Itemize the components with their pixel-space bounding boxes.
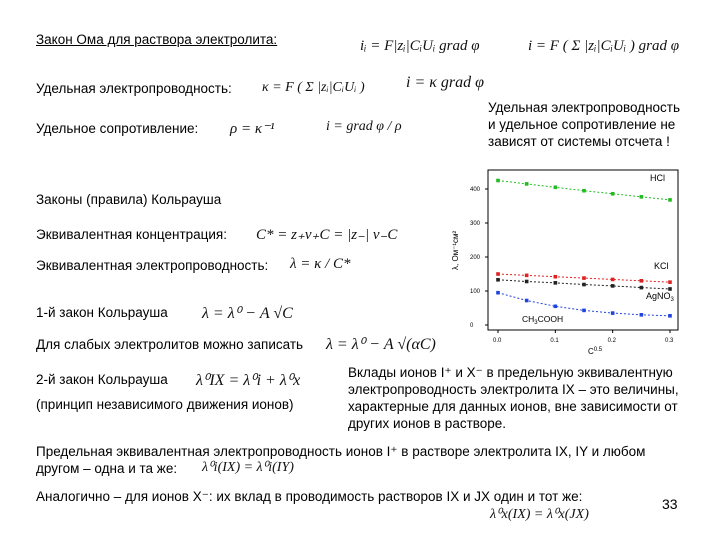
data-point-hcl <box>640 195 644 199</box>
ions-line-4: других ионов в растворе. <box>348 416 507 431</box>
label-law2-note: (принцип независимого движения ионов) <box>36 397 294 412</box>
slide-title: Закон Ома для раствора электролита: <box>36 32 278 47</box>
note-line-2: и удельное сопротивление не <box>488 117 676 132</box>
legend-kcl: KCl <box>654 261 669 271</box>
data-point-hcl <box>668 198 672 202</box>
kohlrausch-chart <box>440 160 690 360</box>
ions-line-2: электропроводность электролита IX – это величины, <box>348 382 679 397</box>
limit-line-1: Предельная эквивалентная электропроводность ионов I⁺ в растворе электролита IX, IY и любом <box>36 444 646 459</box>
label-weak-electrolytes: Для слабых электролитов можно записать <box>36 337 304 352</box>
label-law2: 2-й закон Кольрауша <box>36 372 168 387</box>
data-point-hcl <box>554 186 558 190</box>
limit-line-2: другом – одна и та же: <box>36 461 178 476</box>
data-point-ch3cooh <box>496 291 500 295</box>
note-line-3: зависят от системы отсчета ! <box>488 134 670 149</box>
formula-kappa: κ = F ( Σ |zᵢ|CᵢUᵢ ) <box>262 80 365 95</box>
data-point-hcl <box>582 189 586 193</box>
data-point-kcl <box>554 275 558 279</box>
anion-line: Аналогично – для ионов X⁻: их вклад в проводимость растворов IX и JX один и тот же: <box>36 489 583 504</box>
data-point-kcl <box>668 280 672 284</box>
data-point-ch3cooh <box>668 314 672 318</box>
data-point-kcl <box>525 274 529 278</box>
y-axis-label: λ, Ом⁻¹см² <box>451 230 460 270</box>
data-point-kcl <box>582 276 586 280</box>
legend-agno3: AgNO$_3$ <box>646 291 674 303</box>
formula-law2: λ⁰IX = λ⁰i + λ⁰x <box>196 372 301 389</box>
formula-cation-equality: λ⁰i(IX) = λ⁰i(IY) <box>202 460 294 475</box>
x-axis-label: $C^{0.5}$ <box>588 347 603 356</box>
data-point-ch3cooh <box>525 299 529 303</box>
formula-ohm-i: iᵢ = F|zᵢ|CᵢUᵢ grad φ <box>360 38 480 54</box>
label-law1: 1-й закон Кольрауша <box>36 305 168 320</box>
ions-line-1: Вклады ионов I⁺ и X⁻ в предельную эквивалентную <box>348 365 673 380</box>
data-point-agno3 <box>640 286 644 290</box>
ions-line-3: характерные для данных ионов, вне зависимости от <box>348 399 678 414</box>
formula-i-rho: i = grad φ / ρ <box>326 119 402 134</box>
data-point-agno3 <box>496 278 500 282</box>
data-point-kcl <box>640 279 644 283</box>
data-point-hcl <box>496 179 500 183</box>
label-kohlrausch-laws: Законы (правила) Кольрауша <box>36 192 222 207</box>
label-specific-resistance: Удельное сопротивление: <box>36 121 199 136</box>
series-line-ch3cooh <box>498 293 670 316</box>
plot-frame <box>488 170 678 330</box>
x-tick-label: 0.0 <box>493 338 502 344</box>
formula-lambda: λ = κ / C* <box>290 256 351 272</box>
data-point-hcl <box>611 192 615 196</box>
y-tick-label: 400 <box>470 187 481 193</box>
data-point-ch3cooh <box>554 305 558 309</box>
page-number: 33 <box>662 496 678 512</box>
formula-anion-equality: λ⁰x(IX) = λ⁰x(JX) <box>490 507 589 522</box>
formula-ohm-total: i = F ( Σ |zᵢ|CᵢUᵢ ) grad φ <box>528 38 680 54</box>
data-point-agno3 <box>554 281 558 285</box>
data-point-kcl <box>496 272 500 276</box>
note-line-1: Удельная электропроводность <box>488 100 680 115</box>
data-point-kcl <box>611 278 615 282</box>
x-tick-label: 0.1 <box>550 338 559 344</box>
data-point-agno3 <box>525 280 529 284</box>
y-tick-label: 200 <box>470 255 481 261</box>
data-point-ch3cooh <box>582 309 586 313</box>
x-tick-label: 0.3 <box>665 338 674 344</box>
formula-law1: λ = λ⁰ − A √C <box>202 305 293 322</box>
legend-hcl: HCl <box>650 173 665 183</box>
label-equivalent-concentration: Эквивалентная концентрация: <box>36 227 227 242</box>
data-point-agno3 <box>611 284 615 288</box>
label-equivalent-conductivity: Эквивалентная электропроводность: <box>36 258 269 273</box>
label-specific-conductivity: Удельная электропроводность: <box>36 81 232 96</box>
data-point-ch3cooh <box>611 311 615 315</box>
y-tick-label: 100 <box>470 289 481 295</box>
data-point-hcl <box>525 182 529 186</box>
y-tick-label: 0 <box>470 323 474 329</box>
y-tick-label: 300 <box>470 221 481 227</box>
formula-i-kappa: i = κ grad φ <box>406 74 484 91</box>
formula-weak: λ = λ⁰ − A √(αC) <box>326 336 436 353</box>
formula-rho: ρ = κ⁻¹ <box>230 121 275 137</box>
data-point-agno3 <box>582 283 586 287</box>
formula-c-equiv: C* = z₊ν₊C = |z₋| ν₋C <box>256 227 398 243</box>
legend-ch3cooh: $CH_3COOH$ <box>522 314 564 326</box>
x-tick-label: 0.2 <box>607 338 617 344</box>
data-point-ch3cooh <box>640 313 644 317</box>
